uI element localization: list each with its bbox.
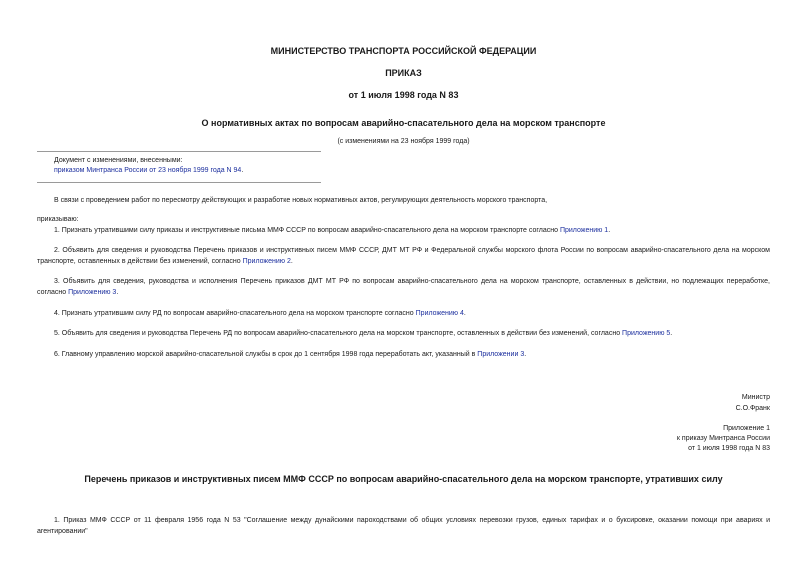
appendix-ref-line3: от 1 июля 1998 года N 83: [688, 445, 770, 452]
order-item-3: 3. Объявить для сведения, руководства и исполнения Перечень приказов ДМТ МТ РФ по вопросам аварийно-спасательного дела на морском транспорте, оставленных в действии, но подлежащих переработке, согласно Приложению 3.: [37, 278, 770, 296]
revision-order-link[interactable]: приказом Минтранса России от 23 ноября 1999 года N 94: [54, 167, 242, 174]
revision-link-suffix: .: [241, 167, 244, 174]
order-word: приказываю:: [37, 216, 79, 223]
doc-type-heading: ПРИКАЗ: [385, 68, 422, 78]
order-item-6: 6. Главному управлению морской аварийно-спасательной службы в срок до 1 сентября 1998 года переработать акт, указанный в Приложении 3.: [54, 351, 527, 358]
signature-position: Министр: [741, 394, 770, 401]
order-item-4: 4. Признать утратившим силу РД по вопросам аварийно-спасательного дела на морском транспорте согласно Приложению 4.: [54, 310, 466, 317]
doc-title: О нормативных актах по вопросам аварийно-спасательного дела на морском транспорте: [201, 118, 606, 128]
order-item-2: 2. Объявить для сведения и руководства Перечень приказов и инструктивных писем ММФ СССР, ДМТ МТ РФ и Федеральной службы морского флота России по вопросам аварийно-спасательного дела на морском транспорте, оставленных в действии без изменений, согласно Приложению 2.: [37, 247, 770, 265]
appendix-title: Перечень приказов и инструктивных писем ММФ СССР по вопросам аварийно-спасательного дела на морском транспорте, утративших силу: [84, 474, 723, 484]
appendix-1-link[interactable]: Приложению 1: [559, 227, 609, 234]
doc-date-number: от 1 июля 1998 года N 83: [348, 90, 459, 100]
revision-bottom-rule: [37, 182, 321, 183]
intro-paragraph: В связи с проведением работ по пересмотру действующих и разработке новых нормативных актов, регулирующих деятельность морского транспорта,: [54, 197, 548, 204]
ministry-heading: МИНИСТЕРСТВО ТРАНСПОРТА РОССИЙСКОЙ ФЕДЕРАЦИИ: [270, 46, 537, 56]
revision-label: Документ с изменениями, внесенными:: [54, 157, 183, 164]
order-item-5: 5. Объявить для сведения и руководства Перечень РД по вопросам аварийно-спасательного дела на морском транспорте, оставленных в действии без изменений, согласно Приложению 5.: [54, 330, 673, 337]
signature-name: С.О.Франк: [735, 405, 770, 412]
appendix-item-1: 1. Приказ ММФ СССР от 11 февраля 1956 года N 53 "Соглашение между дунайскими пароходствами об общих условиях перевозки грузов, единых тарифах и о буксировке, оказании помощи при авариях и агентировании": [37, 517, 770, 535]
appendix-2-link[interactable]: Приложению 2: [242, 258, 291, 265]
appendix-4-link[interactable]: Приложению 4: [415, 310, 464, 317]
revision-link-line: [54, 165, 243, 176]
appendix-3-link[interactable]: Приложению 3: [68, 289, 117, 296]
order-item-1: 1. Признать утратившими силу приказы и инструктивные письма ММФ СССР по вопросам аварийно-спасательного дела на морском транспорте согласно Приложению 1.: [54, 227, 611, 234]
appendix-ref-line2: к приказу Минтранса России: [676, 435, 770, 442]
revision-top-rule: [37, 151, 321, 152]
appendix-3-ref-link[interactable]: Приложении 3: [477, 351, 525, 358]
changes-note: (с изменениями на 23 ноября 1999 года): [337, 138, 470, 145]
appendix-5-link[interactable]: Приложению 5: [622, 330, 671, 337]
appendix-ref-line1: Приложение 1: [723, 425, 770, 432]
